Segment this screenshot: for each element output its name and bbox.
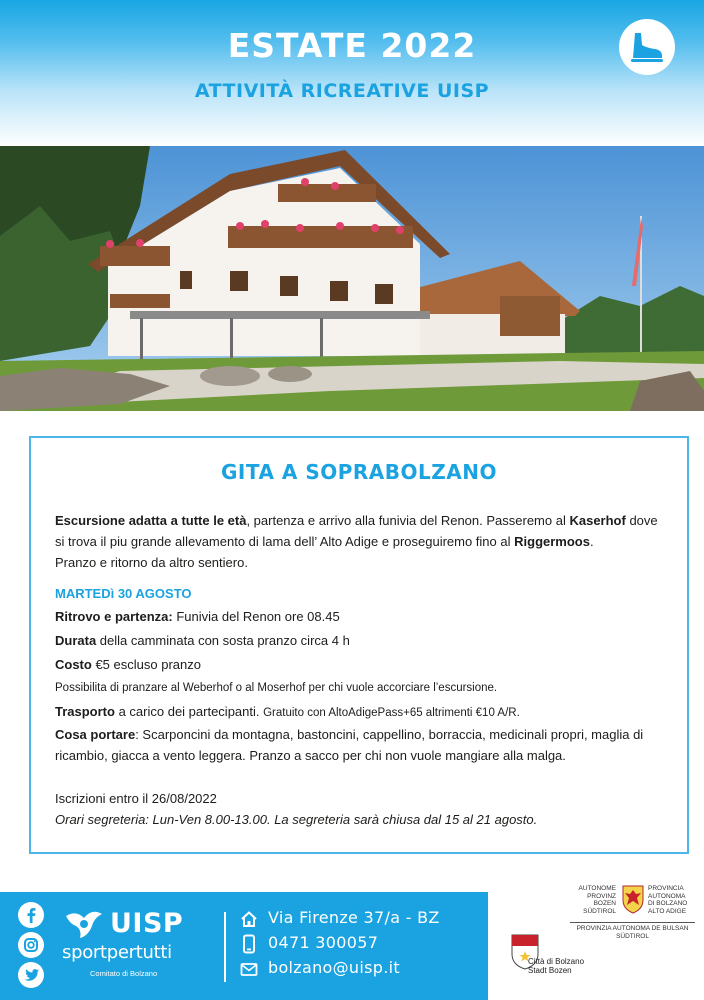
intro-text-2: dove si trova il piu grande allevamento di lama dell’ Alto Adige e proseguiremo fino al [55, 513, 658, 549]
durata-value: della camminata con sosta pranzo circa 4 h [96, 633, 350, 648]
instagram-icon[interactable] [18, 932, 44, 958]
activity-badge [619, 19, 675, 75]
intro-text-3: . [589, 534, 594, 549]
provinz-text-de: AUTONOME PROVINZ BOZEN SÜDTIROL [578, 885, 616, 915]
iscrizioni-line: Iscrizioni entro il 26/08/2022 [55, 791, 217, 806]
trasporto-line [55, 701, 667, 724]
twitter-icon[interactable] [18, 962, 44, 988]
intro-bold-1: Escursione adatta a tutte le età [55, 513, 247, 528]
event-intro [55, 510, 667, 573]
province-eagle-icon [621, 884, 645, 914]
orari-line: Orari segreteria: Lun-Ven 8.00-13.00. La segreteria sarà chiusa dal 15 al 21 agosto. [55, 812, 538, 827]
intro-bold-2: Kaserhof [569, 513, 626, 528]
skate-shoe-icon [629, 31, 665, 63]
phone-icon [240, 934, 258, 954]
trasporto-extra: Gratuito con AltoAdigePass+65 altrimenti €10 A/R. [263, 707, 520, 719]
farmhouse-photo [0, 146, 704, 411]
intro-line-3: Pranzo e ritorno da altro sentiero. [55, 555, 248, 570]
ritrovo-label: Ritrovo e partenza: [55, 609, 173, 624]
cosa-portare-line [55, 724, 667, 766]
trasporto-label: Trasporto [55, 704, 115, 719]
footer-divider [224, 912, 226, 982]
email-text[interactable]: bolzano@uisp.it [268, 958, 400, 977]
costo-line [55, 654, 667, 675]
cosa-value-1: : Scarponcini da montagna, bastoncini, cappellino, borraccia, medicinali propri, maglia di [135, 727, 644, 742]
costo-value: €5 escluso pranzo [91, 657, 201, 672]
facebook-icon[interactable] [18, 902, 44, 928]
header-banner [0, 0, 704, 146]
trasporto-value: a carico dei partecipanti. [114, 704, 264, 719]
event-card [29, 436, 689, 854]
durata-line [55, 630, 667, 651]
ritrovo-line [55, 606, 667, 627]
mail-icon [240, 962, 258, 978]
ritrovo-value: Funivia del Renon ore 08.45 [172, 609, 340, 624]
home-icon [240, 910, 258, 928]
durata-label: Durata [55, 633, 97, 648]
provinzia-text-lad: PROVINZIA AUTONOMA DE BULSAN SÜDTIROL [570, 922, 695, 940]
city-of-bolzano-text: Città di Bolzano Stadt Bozen [528, 957, 585, 975]
page-subtitle: ATTIVITÀ RICREATIVE UISP [194, 80, 490, 102]
uisp-star-logo-icon [62, 904, 106, 942]
intro-bold-3: Riggermoos [514, 534, 590, 549]
footer-bar [0, 892, 488, 1000]
costo-label: Costo [55, 657, 92, 672]
uisp-tagline: sportpertutti [62, 942, 172, 963]
uisp-committee: Comitato di Bolzano [90, 969, 158, 978]
page-title: ESTATE 2022 [227, 26, 477, 65]
cosa-label: Cosa portare [55, 727, 136, 742]
cosa-value-2: ricambio, giacca a vento leggera. Pranzo a sacco per chi non vuole mangiare alla malga. [55, 748, 566, 763]
intro-text-1: , partenza e arrivo alla funivia del Renon. Passeremo al [246, 513, 570, 528]
provincia-text-it: PROVINCIA AUTONOMA DI BOLZANO ALTO ADIGE [648, 885, 688, 915]
event-title: GITA A SOPRABOLZANO [221, 460, 497, 484]
address-text: Via Firenze 37/a - BZ [268, 908, 440, 927]
event-date: MARTEDì 30 AGOSTO [55, 586, 192, 601]
phone-text[interactable]: 0471 300057 [268, 933, 379, 952]
uisp-logo-text: UISP [110, 908, 184, 939]
possibilita-line: Possibilita di pranzare al Weberhof o al Moserhof per chi vuole accorciare l’escursione. [55, 682, 498, 694]
